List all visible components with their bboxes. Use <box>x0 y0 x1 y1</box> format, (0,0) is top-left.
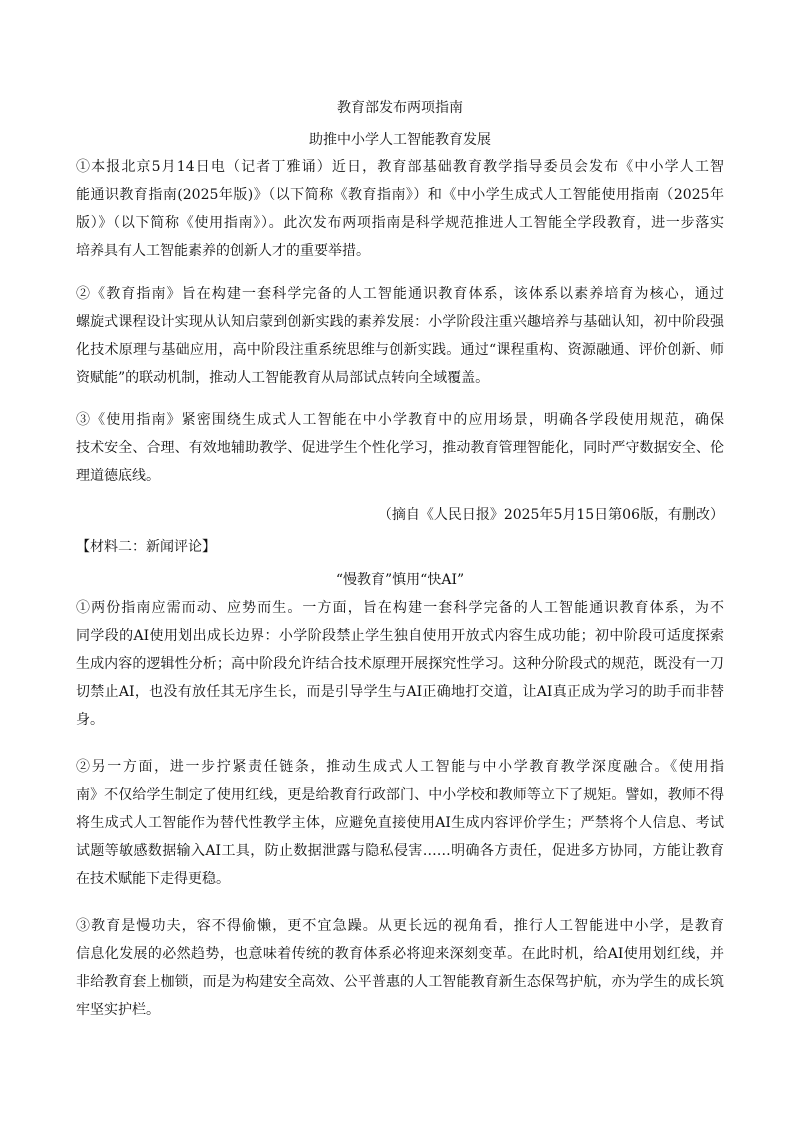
paragraph-line: 切禁止AI，也没有放任其无序生长，而是引导学生与AI正确地打交道，让AI真正成为学习的助手而非替 <box>76 684 724 700</box>
paragraph-line: ②《教育指南》旨在构建一套科学完备的人工智能通识教育体系，该体系以素养培育为核心，通过 <box>76 286 724 302</box>
article-paragraph-1 <box>76 153 724 265</box>
paragraph-line: 化技术原理与基础应用，高中阶段注重系统思维与创新实践。通过“课程重构、资源融通、评价创新、师 <box>76 342 724 358</box>
article-title: 教育部发布两项指南 <box>337 100 463 116</box>
paragraph-line: 信息化发展的必然趋势，也意味着传统的教育体系必将迎来深刻变革。在此时机，给AI使用划红线，并 <box>76 946 724 962</box>
material-label: 【材料二：新闻评论】 <box>76 539 216 555</box>
paragraph-line: 理道德底线。 <box>76 468 160 484</box>
paragraph-line: 生成内容的逻辑性分析；高中阶段允许结合技术原理开展探究性学习。这种分阶段式的规范，既没有一刀 <box>76 656 724 672</box>
paragraph-line: 培养具有人工智能素养的创新人才的重要举措。 <box>76 243 370 259</box>
article-subtitle: 助推中小学人工智能教育发展 <box>309 132 491 148</box>
commentary-paragraph-2 <box>76 753 724 893</box>
paragraph-line: 将生成式人工智能作为替代性教学主体，应避免直接使用AI生成内容评价学生；严禁将个人信息、考试 <box>76 815 724 831</box>
paragraph-line: ①两份指南应需而动、应势而生。一方面，旨在构建一套科学完备的人工智能通识教育体系，为不 <box>76 600 724 616</box>
commentary-paragraph-3 <box>76 912 724 1024</box>
paragraph-line: 资赋能”的联动机制，推动人工智能教育从局部试点转向全域覆盖。 <box>76 370 490 386</box>
paragraph-line: 非给教育套上枷锁，而是为构建安全高效、公平普惠的人工智能教育新生态保驾护航，亦为学生的成长筑 <box>76 974 724 990</box>
article-paragraph-2 <box>76 280 724 392</box>
paragraph-line: 能通识教育指南(2025年版)》（以下简称《教育指南》）和《中小学生成式人工智能使用指南（2025年 <box>76 187 724 203</box>
paragraph-line: ②另一方面，进一步拧紧责任链条，推动生成式人工智能与中小学教育教学深度融合。《使用指 <box>76 759 724 775</box>
paragraph-line: 同学段的AI使用划出成长边界：小学阶段禁止学生独自使用开放式内容生成功能；初中阶段可适度探索 <box>76 628 724 644</box>
paragraph-line: ③《使用指南》紧密围绕生成式人工智能在中小学教育中的应用场景，明确各学段使用规范，确保 <box>76 412 724 428</box>
paragraph-line: 牢坚实护栏。 <box>76 1002 160 1018</box>
paragraph-line: ①本报北京5月14日电（记者丁雅诵）近日，教育部基础教育教学指导委员会发布《中小学人工智 <box>76 159 724 175</box>
paragraph-line: 在技术赋能下走得更稳。 <box>76 871 230 887</box>
commentary-paragraph-1 <box>76 594 724 734</box>
source-citation: （摘自《人民日报》2025年5月15日第06版，有删改） <box>377 507 724 523</box>
article-paragraph-3 <box>76 406 724 490</box>
commentary-title: “慢教育”慎用“快AI” <box>335 572 465 588</box>
paragraph-line: 版）》（以下简称《使用指南》）。此次发布两项指南是科学规范推进人工智能全学段教育，进一步落实 <box>76 215 724 231</box>
paragraph-line: 螺旋式课程设计实现从认知启蒙到创新实践的素养发展：小学阶段注重兴趣培养与基础认知，初中阶段强 <box>76 314 724 330</box>
paragraph-line: 南》不仅给学生制定了使用红线，更是给教育行政部门、中小学校和教师等立下了规矩。譬如，教师不得 <box>76 787 724 803</box>
paragraph-line: 试题等敏感数据输入AI工具，防止数据泄露与隐私侵害……明确各方责任，促进多方协同，方能让教育 <box>76 843 724 859</box>
paragraph-line: 技术安全、合理、有效地辅助教学、促进学生个性化学习，推动教育管理智能化，同时严守数据安全、伦 <box>76 440 724 456</box>
paragraph-line: 身。 <box>76 712 104 728</box>
paragraph-line: ③教育是慢功夫，容不得偷懒，更不宜急躁。从更长远的视角看，推行人工智能进中小学，是教育 <box>76 918 724 934</box>
